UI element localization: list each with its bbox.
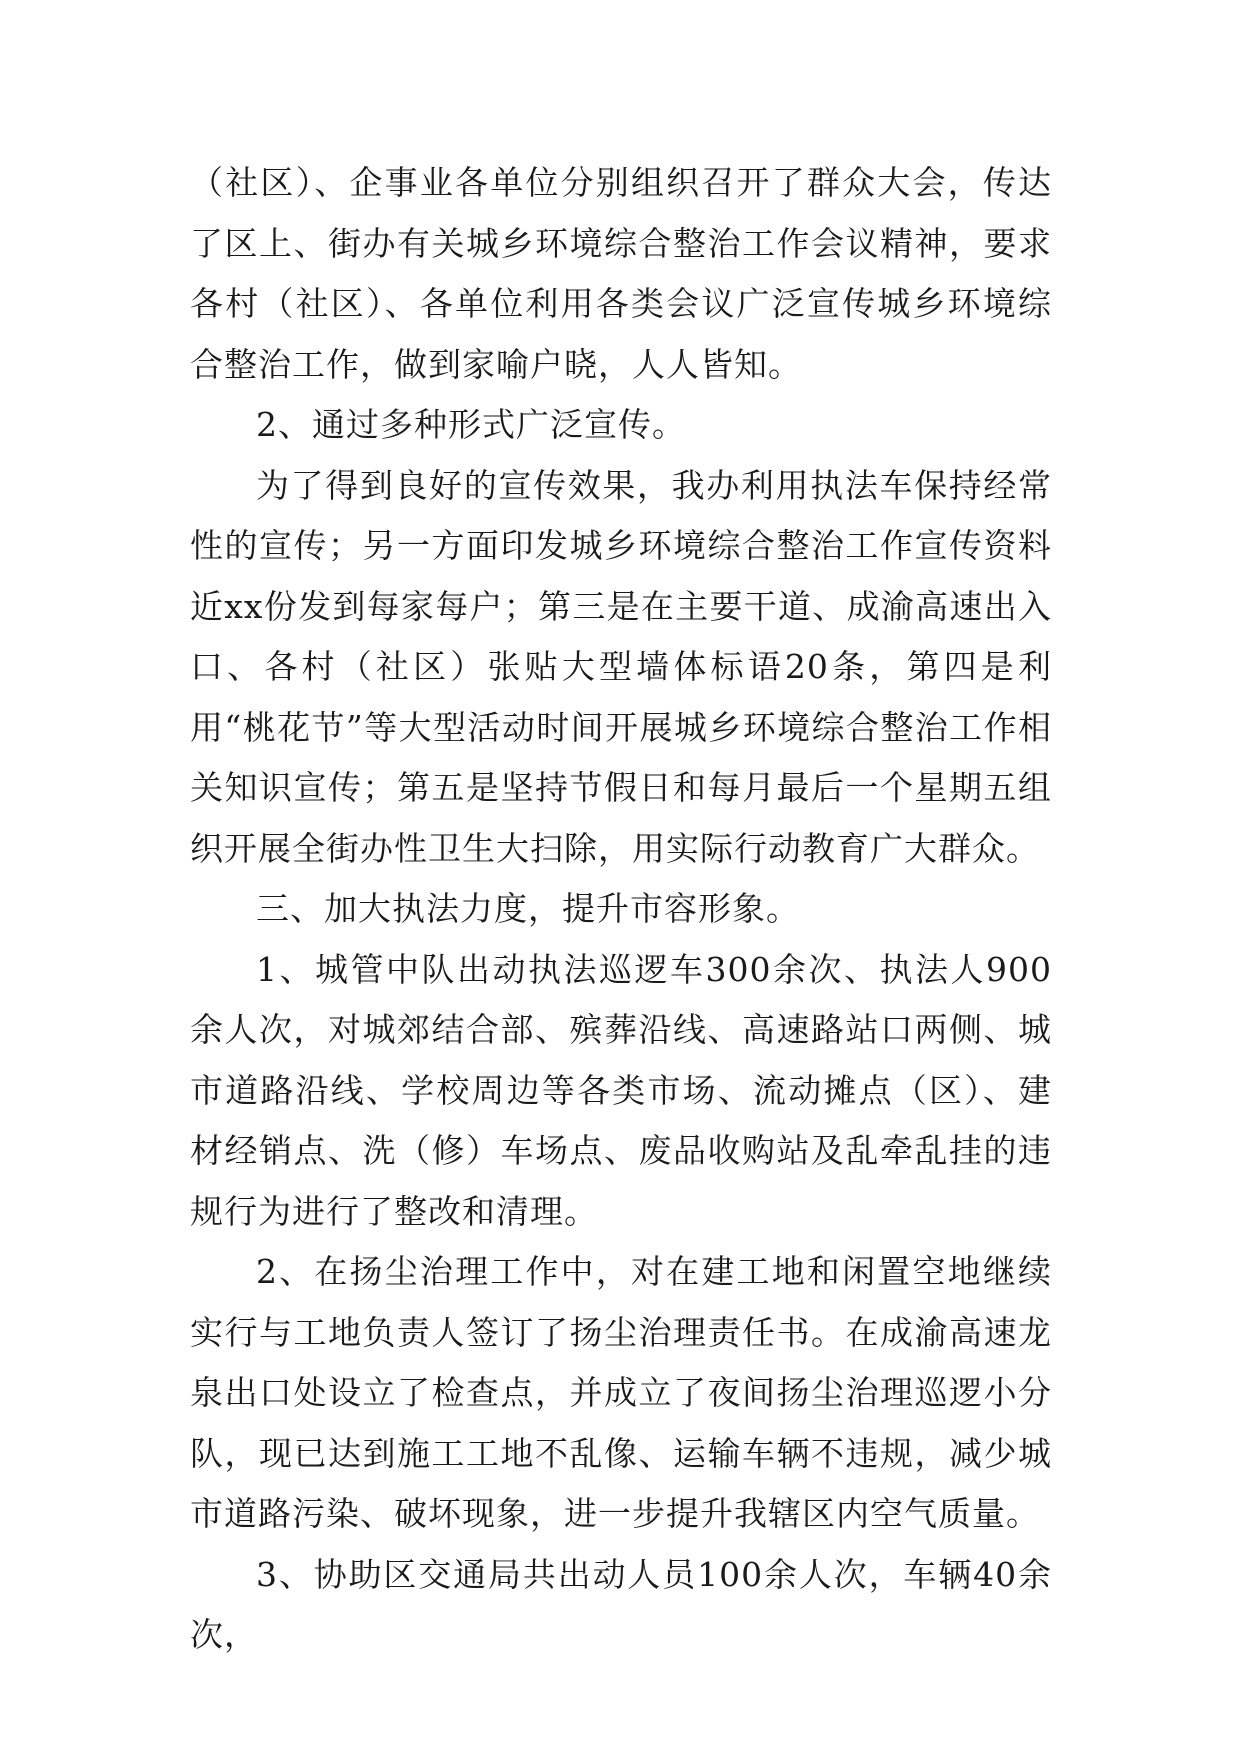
paragraph-community-meetings: （社区）、企事业各单位分别组织召开了群众大会，传达了区上、街办有关城乡环境综合整治工作会议精神，要求各村（社区）、各单位利用各类会议广泛宣传城乡环境综合整治工作，做到家喻户晓，人人皆知。 bbox=[190, 163, 1052, 384]
document-body bbox=[190, 153, 1052, 1666]
paragraph-traffic-assist: 3、协助区交通局共出动人员100余人次，车辆40余次， bbox=[190, 1554, 1052, 1654]
paragraph-publicity-measures: 为了得到良好的宣传效果，我办利用执法车保持经常性的宣传；另一方面印发城乡环境综合整治工作宣传资料近xx份发到每家每户；第三是在主要干道、成渝高速出入口、各村（社区）张贴大型墙体标语20条，第四是利用“桃花节”等大型活动时间开展城乡环境综合整治工作相关知识宣传；第五是坚持节假日和每月最后一个星期五组织开展全街办性卫生大扫除，用实际行动教育广大群众。 bbox=[190, 465, 1052, 868]
paragraph-patrol: 1、城管中队出动执法巡逻车300余次、执法人900余人次，对城郊结合部、殡葬沿线、高速路站口两侧、城市道路沿线、学校周边等各类市场、流动摊点（区）、建材经销点、洗（修）车场点、废品收购站及乱牵乱挂的违规行为进行了整改和清理。 bbox=[190, 949, 1052, 1231]
paragraph-dust-control: 2、在扬尘治理工作中，对在建工地和闲置空地继续实行与工地负责人签订了扬尘治理责任书。在成渝高速龙泉出口处设立了检查点，并成立了夜间扬尘治理巡逻小分队，现已达到施工工地不乱像、运输车辆不违规，减少城市道路污染、破坏现象，进一步提升我辖区内空气质量。 bbox=[190, 1252, 1052, 1533]
paragraph-heading-publicity: 2、通过多种形式广泛宣传。 bbox=[256, 405, 686, 444]
section-heading-enforcement: 三、加大执法力度，提升市容形象。 bbox=[256, 889, 800, 928]
